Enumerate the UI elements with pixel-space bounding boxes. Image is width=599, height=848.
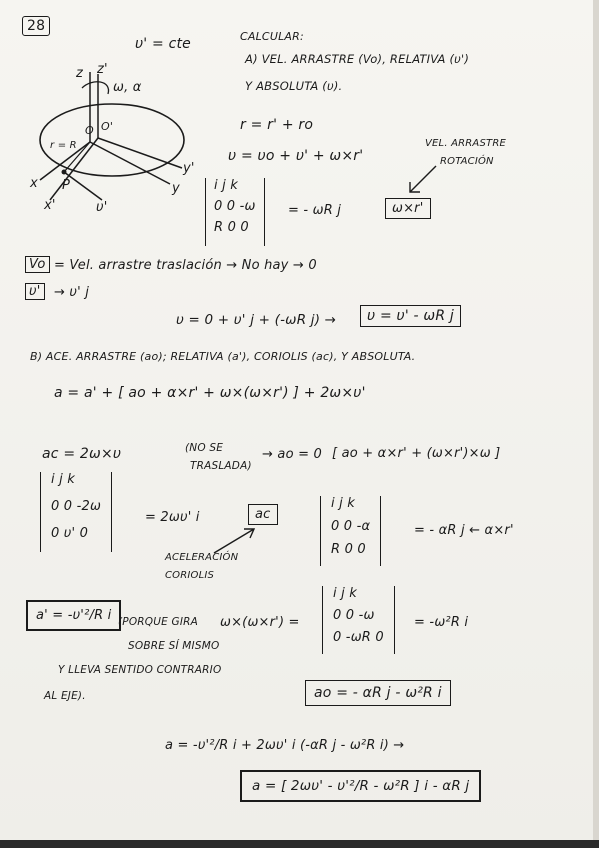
coriolis-box: ac [248, 504, 278, 525]
note-no-se: (NO SE [185, 442, 224, 454]
determinant-omega-r [205, 178, 265, 246]
vprime-explanation: → υ' j [54, 285, 90, 300]
why-line-1: (PORQUE GIRA [118, 616, 199, 628]
det-row-3: R 0 0 [214, 220, 249, 235]
problem-number: 28 [22, 16, 50, 36]
det-row-1: i j k [214, 178, 239, 193]
point-p [62, 170, 67, 175]
given-condition: υ' = cte [135, 36, 191, 52]
coriolis-arrow [210, 525, 260, 555]
final-acceleration-line: a = -υ'²/R i + 2ωυ' i (-αR j - ω²R i) → [165, 738, 405, 753]
determinant-omega-omega [322, 586, 395, 654]
why-line-4: AL EJE). [44, 690, 86, 702]
det-result: = - ωR j [288, 203, 342, 218]
det-row-2: 0 0 -ω [214, 199, 256, 214]
label-p: P [62, 178, 71, 193]
vo-label-box: Vo [25, 256, 50, 273]
ao-bracket: [ ao + α×r' + (ω×r')×ω ] [332, 446, 501, 461]
omega-cross-r-box: ω×r' [385, 198, 431, 219]
label-z: z [76, 66, 84, 81]
ao-result-box: ao = - αR j - ω²R i [305, 680, 451, 706]
relative-acceleration-box: a' = -υ'²/R i [26, 600, 121, 631]
velocity-equation: υ = υo + υ' + ω×r' [228, 148, 364, 164]
label-x-prime: x' [44, 198, 56, 213]
det-row-3: R 0 0 [331, 542, 366, 557]
coriolis-result: = 2ωυ' i [145, 510, 200, 525]
coriolis-equation: ac = 2ω×υ [42, 446, 122, 462]
omega-omega-r-equation: ω×(ω×r') = [220, 615, 300, 630]
part-a-line2: Y ABSOLUTA (υ). [245, 79, 343, 93]
det-row-2: 0 0 -ω [333, 608, 375, 623]
coriolis-label-1: ACELERACIÓN [165, 552, 239, 563]
y-axis [90, 142, 170, 184]
velocity-substitution: υ = 0 + υ' j + (-ωR j) → [176, 312, 337, 328]
label-y: y [172, 181, 180, 196]
rotation-arrow [82, 82, 109, 94]
why-line-3: Y LLEVA SENTIDO CONTRARIO [58, 664, 222, 676]
note-arrow [402, 164, 442, 198]
det-row-2: 0 0 -α [331, 519, 371, 534]
label-x: x [30, 176, 38, 191]
page-bottom-shadow [0, 840, 599, 848]
vprime-label-box: υ' [25, 283, 45, 300]
part-b-title: B) ACE. ARRASTRE (ao); RELATIVA (a'), CORIOLIS (ac), Y ABSOLUTA. [30, 350, 416, 363]
acceleration-equation: a = a' + [ ao + α×r' + ω×(ω×r') ] + 2ω×υ' [54, 385, 366, 401]
note-vel-arrastre: VEL. ARRASTRE [425, 138, 506, 149]
position-equation: r = r' + ro [240, 117, 314, 133]
det-row-1: i j k [333, 586, 358, 601]
label-z-prime: z' [97, 62, 108, 77]
note-rotacion: ROTACIÓN [440, 156, 494, 167]
label-w-alpha: ω, α [113, 80, 142, 95]
label-r-eq-R: r = R [50, 140, 77, 151]
det-row-2: 0 0 -2ω [51, 499, 102, 514]
label-o-prime: O' [101, 120, 114, 133]
page-edge [593, 0, 599, 848]
alpha-result: = - αR j ← α×r' [414, 523, 514, 538]
coriolis-label-2: CORIOLIS [165, 570, 215, 581]
vo-explanation: = Vel. arrastre traslación → No hay → 0 [54, 258, 317, 273]
determinant-alpha [320, 496, 381, 566]
label-o: O [85, 124, 94, 137]
label-y-prime: y' [183, 161, 195, 176]
ao-zero: → ao = 0 [262, 447, 322, 462]
why-line-2: SOBRE SÍ MISMO [128, 640, 220, 652]
det-row-3: 0 υ' 0 [51, 526, 89, 541]
part-a-line1: A) VEL. ARRASTRE (Vo), RELATIVA (υ') [245, 52, 470, 66]
velocity-result-box: υ = υ' - ωR j [360, 305, 461, 327]
det-row-1: i j k [51, 472, 76, 487]
det-row-3: 0 -ωR 0 [333, 630, 384, 645]
omega-omega-result: = -ω²R i [414, 615, 469, 630]
label-v-prime: υ' [96, 200, 108, 215]
calc-title: CALCULAR: [240, 30, 304, 43]
determinant-coriolis [40, 472, 112, 552]
det-row-1: i j k [331, 496, 356, 511]
note-traslada: TRASLADA) [190, 460, 252, 472]
final-acceleration-box: a = [ 2ωυ' - υ'²/R - ω²R ] i - αR j [240, 770, 481, 802]
